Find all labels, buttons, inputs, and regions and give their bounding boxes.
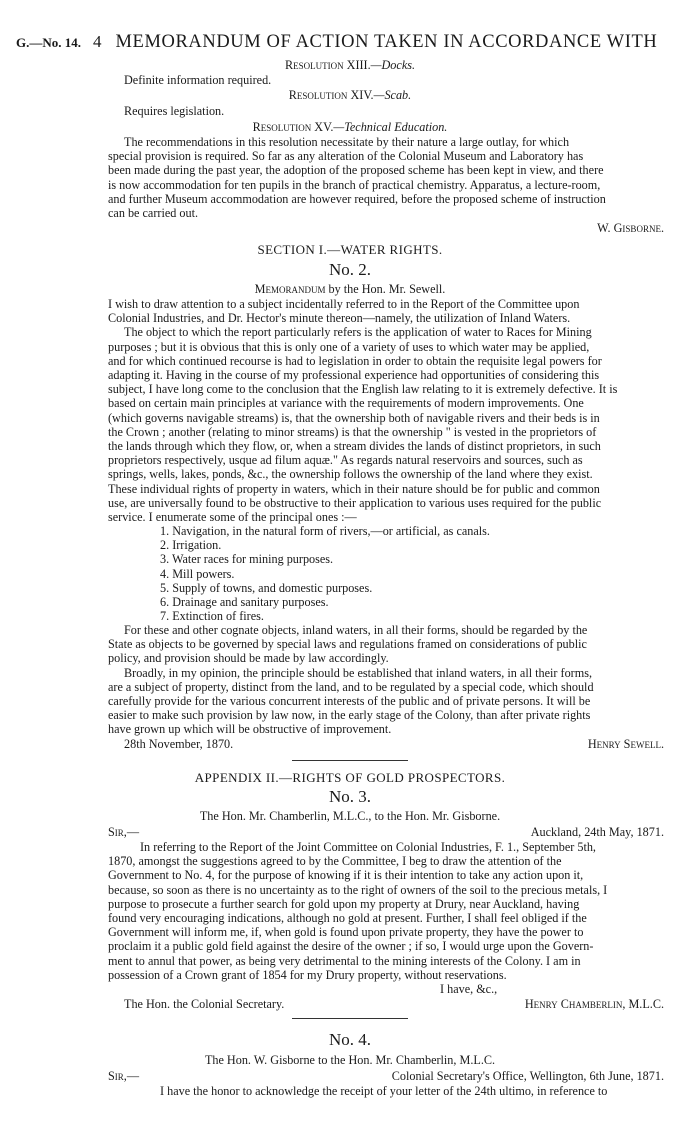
paragraph-line: proprietors respectively, usque ad filum aquæ." As regards natural reservoirs and sources, such as xyxy=(108,453,583,468)
paragraph-line: Government will inform me, if, when gold is found upon private property, they have the power to xyxy=(108,925,584,940)
paragraph-line: and further Museum accommodation are however required, before the proposed scheme of instruction xyxy=(108,191,606,206)
paragraph-line: the lands through which they flow, or, when a stream divides the lands of distinct proprietors, in such xyxy=(108,439,601,454)
section-heading: SECTION I.—WATER RIGHTS. xyxy=(257,242,443,257)
list-item: 1. Navigation, in the natural form of rivers,—or artificial, as canals. xyxy=(160,524,490,538)
divider xyxy=(292,1018,408,1019)
running-title: MEMORANDUM OF ACTION TAKEN IN ACCORDANCE WITH xyxy=(115,32,658,52)
paragraph-line: springs, wells, lakes, ponds, &c., the ownership follows the ownership of the land where they exist. xyxy=(108,467,593,482)
resolution-14-note: Requires legislation. xyxy=(124,104,225,118)
paragraph-line: For these and other cognate objects, inland waters, in all their forms, should be regarded by the xyxy=(124,623,588,637)
uses-list xyxy=(160,524,490,623)
list-item: 7. Extinction of fires. xyxy=(160,609,264,624)
divider xyxy=(292,760,408,761)
list-item: 4. Mill powers. xyxy=(160,566,235,581)
paragraph-line: based on certain main principles at variance with the requirements of modern improvements. One xyxy=(108,396,584,411)
paragraph-line: 1870, amongst the suggestions agreed to by the Committee, I beg to draw the attention of the xyxy=(108,854,562,869)
paragraph-line: because, so soon as there is no uncertainty as to the right of owners of the soil to the precious metals, I xyxy=(108,882,608,897)
page-number: 4 xyxy=(93,32,102,51)
paragraph-line: service. I enumerate some of the principal ones :— xyxy=(108,510,357,525)
paragraph-line: purpose to prosecute a further search for gold upon my property at Drury, near Auckland, having xyxy=(108,896,580,911)
salutation: Sir,— xyxy=(108,1069,140,1083)
paragraph-line: In referring to the Report of the Joint Committee on Colonial Industries, F. 1., September 5th, xyxy=(140,840,596,854)
paragraph-line: are a subject of property, distinct from the land, and to be regulated by a special code, which should xyxy=(108,679,594,694)
paragraph-line: can be carried out. xyxy=(108,206,199,221)
paragraph-line: (which governs navigable streams) is, that the ownership both of navigable rivers and their beds is in xyxy=(108,410,600,425)
paragraph-line: The recommendations in this resolution necessitate by their nature a large outlay, for which xyxy=(124,135,570,149)
memorandum-intro xyxy=(108,297,682,524)
resolution-14-heading: Resolution XIV.—Scab. xyxy=(288,88,412,102)
letter-body xyxy=(108,840,682,982)
list-item: 3. Water races for mining purposes. xyxy=(160,552,334,567)
running-header xyxy=(16,32,696,53)
paragraph-line: carefully provide for the various concurrent interests of the public and of private persons. It will be xyxy=(108,694,591,709)
memorandum-date: 28th November, 1870. xyxy=(124,737,234,751)
resolution-15-heading: Resolution XV.—Technical Education. xyxy=(252,120,448,134)
appendix-heading: APPENDIX II.—RIGHTS OF GOLD PROSPECTORS. xyxy=(194,770,506,785)
paragraph-line: State as objects to be governed by special laws and regulations framed on considerations of public xyxy=(108,637,587,652)
letter-from-to: The Hon. Mr. Chamberlin, M.L.C., to the Hon. Mr. Gisborne. xyxy=(199,809,501,823)
memorandum-byline: Memorandum by the Hon. Mr. Sewell. xyxy=(254,282,446,296)
paragraph-line: Broadly, in my opinion, the principle should be established that inland waters, in all their forms, xyxy=(124,665,592,680)
paragraph-line: and for which continued recourse is had to legislation in order to obtain the requisite legal powers for xyxy=(108,353,602,368)
list-item: 5. Supply of towns, and domestic purposes. xyxy=(160,580,373,595)
letter-addressee: The Hon. the Colonial Secretary. xyxy=(124,997,285,1011)
paragraph-line: been made during the past year, the adoption of the proposed scheme has been kept in view, and there xyxy=(108,163,604,178)
paragraph-line: subject, I have long come to the conclusion that the English law relating to it is extremely defective. It is xyxy=(108,382,618,397)
letter-place-date: Auckland, 24th May, 1871. xyxy=(530,825,664,839)
list-item: 2. Irrigation. xyxy=(160,538,222,553)
signature-gisborne: W. Gisborne. xyxy=(597,221,664,235)
document-reference: G.—No. 14. xyxy=(16,35,81,50)
paragraph-line: special provision is required. So far as any alteration of the Colonial Museum and Laboratory has xyxy=(108,149,584,164)
paragraph-line: have grown up which will be obstructive of improvement. xyxy=(108,722,392,737)
paragraph-line: easier to make such provision by law now, in the early stage of the Colony, than after private rights xyxy=(108,708,591,723)
letter-place-date: Colonial Secretary's Office, Wellington, 6th June, 1871. xyxy=(391,1069,664,1083)
paragraph-line: is now accommodation for ten pupils in the branch of practical chemistry. Apparatus, a lecture-room, xyxy=(108,177,601,192)
paragraph-line: possession of a Crown grant of 1854 for my Drury property, without reservations. xyxy=(108,967,507,982)
letter-closing: I have, &c., xyxy=(440,982,498,996)
paragraph-line: These individual rights of property in waters, which in their nature should be for public and common xyxy=(108,481,600,496)
document-number: No. 4. xyxy=(328,1030,372,1049)
paragraph-line: Government to No. 4, for the purpose of knowing if it is their intention to take any action upon it, xyxy=(108,868,584,883)
document-number: No. 2. xyxy=(328,260,372,279)
resolution-13-heading: Resolution XIII.—Docks. xyxy=(284,58,416,72)
paragraph-line: ment to annul that power, as being very detrimental to the mining interests of the Colony. I am in xyxy=(108,953,581,968)
paragraph-line: found very encouraging indications, although no gold at present. Further, I shall feel obliged if the xyxy=(108,911,587,926)
paragraph-line: the Crown ; another (relating to minor streams) is that the ownership " is vested in the proprietors of xyxy=(108,424,597,439)
paragraph-line: adapting it. Having in the course of my professional experience had opportunities of considering this xyxy=(108,368,600,383)
signature-chamberlin: Henry Chamberlin, M.L.C. xyxy=(524,997,664,1011)
paragraph-line: use, are universally found to be obstructive to their application to various uses required for the public xyxy=(108,495,602,510)
paragraph-line: Colonial Industries, and Dr. Hector's minute thereon—namely, the utilization of Inland Waters. xyxy=(108,311,571,326)
salutation: Sir,— xyxy=(108,825,140,839)
paragraph-line: purposes ; but it is obvious that this is only one of a variety of uses to which water may be applied, xyxy=(108,339,590,354)
signature-sewell: Henry Sewell. xyxy=(587,737,664,751)
resolution-13-note: Definite information required. xyxy=(124,73,272,87)
paragraph-line: The object to which the report particularly refers is the application of water to Races for Mining xyxy=(124,325,592,340)
paragraph-line: policy, and provision should be made by law accordingly. xyxy=(108,651,389,666)
memorandum-closing xyxy=(108,623,682,737)
resolution-15-paragraph xyxy=(108,135,682,220)
paragraph-line: proclaim it a public gold field against the desire of the owner ; if so, I would urge upon the Govern- xyxy=(108,939,594,954)
list-item: 6. Drainage and sanitary purposes. xyxy=(160,595,329,610)
letter-body-first-line: I have the honor to acknowledge the receipt of your letter of the 24th ultimo, in reference to xyxy=(160,1084,608,1098)
document-number: No. 3. xyxy=(328,787,372,806)
letter-from-to: The Hon. W. Gisborne to the Hon. Mr. Chamberlin, M.L.C. xyxy=(204,1053,496,1067)
paragraph-line: I wish to draw attention to a subject incidentally referred to in the Report of the Committee upon xyxy=(108,297,580,311)
